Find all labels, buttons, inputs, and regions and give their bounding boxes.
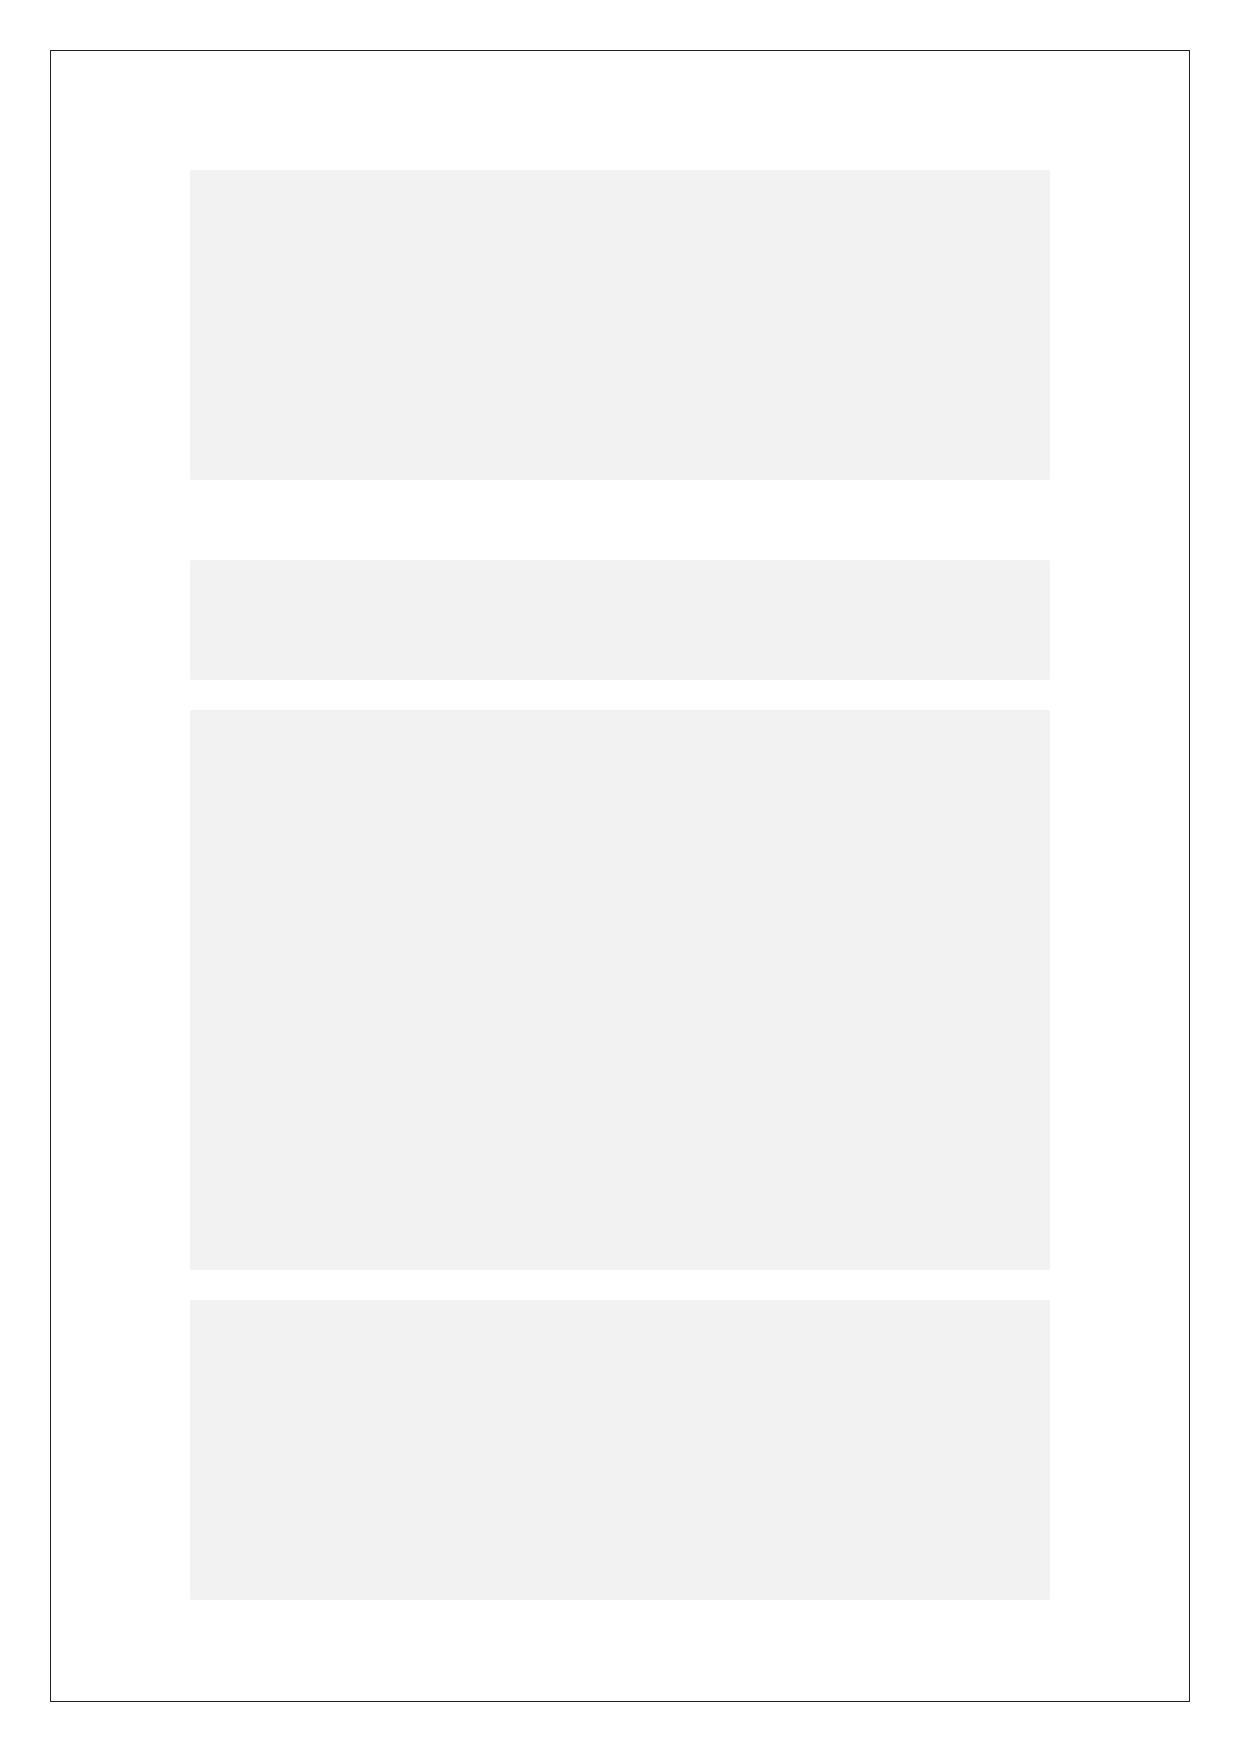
content-block (190, 560, 1050, 680)
content-block (190, 170, 1050, 480)
content-block (190, 1300, 1050, 1600)
content-block (190, 710, 1050, 1270)
